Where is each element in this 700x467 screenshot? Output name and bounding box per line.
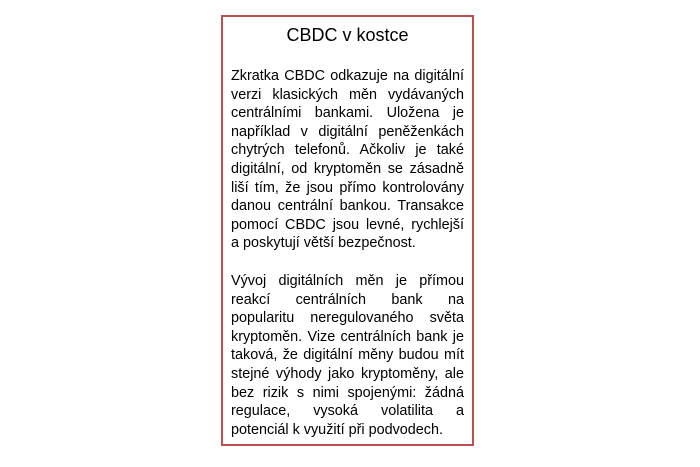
box-title: CBDC v kostce — [286, 25, 409, 45]
info-box — [221, 15, 474, 446]
paragraph-development: Vývoj digitálních měn je přímou reakcí centrálních bank na popularitu neregulovaného světa kryptoměn. Vize centrálních bank je taková, že digitální měny budou mít stejné výhody jako kryptoměny, ale bez rizik s nimi spojenými: žádná regulace, vysoká volatilita a potenciál k využití při podvodech. — [231, 272, 464, 438]
paragraph-intro: Zkratka CBDC odkazuje na digitální verzi klasických měn vydávaných centrálními bankami. Uložena je například v digitální peněženkách chytrých telefonů. Ačkoliv je také digitální, od kryptoměn se zásadně liší tím, že jsou přímo kontrolovány danou centrální bankou. Transakce pomocí CBDC jsou levné, rychlejší a poskytují větší bezpečnost. — [231, 68, 464, 252]
